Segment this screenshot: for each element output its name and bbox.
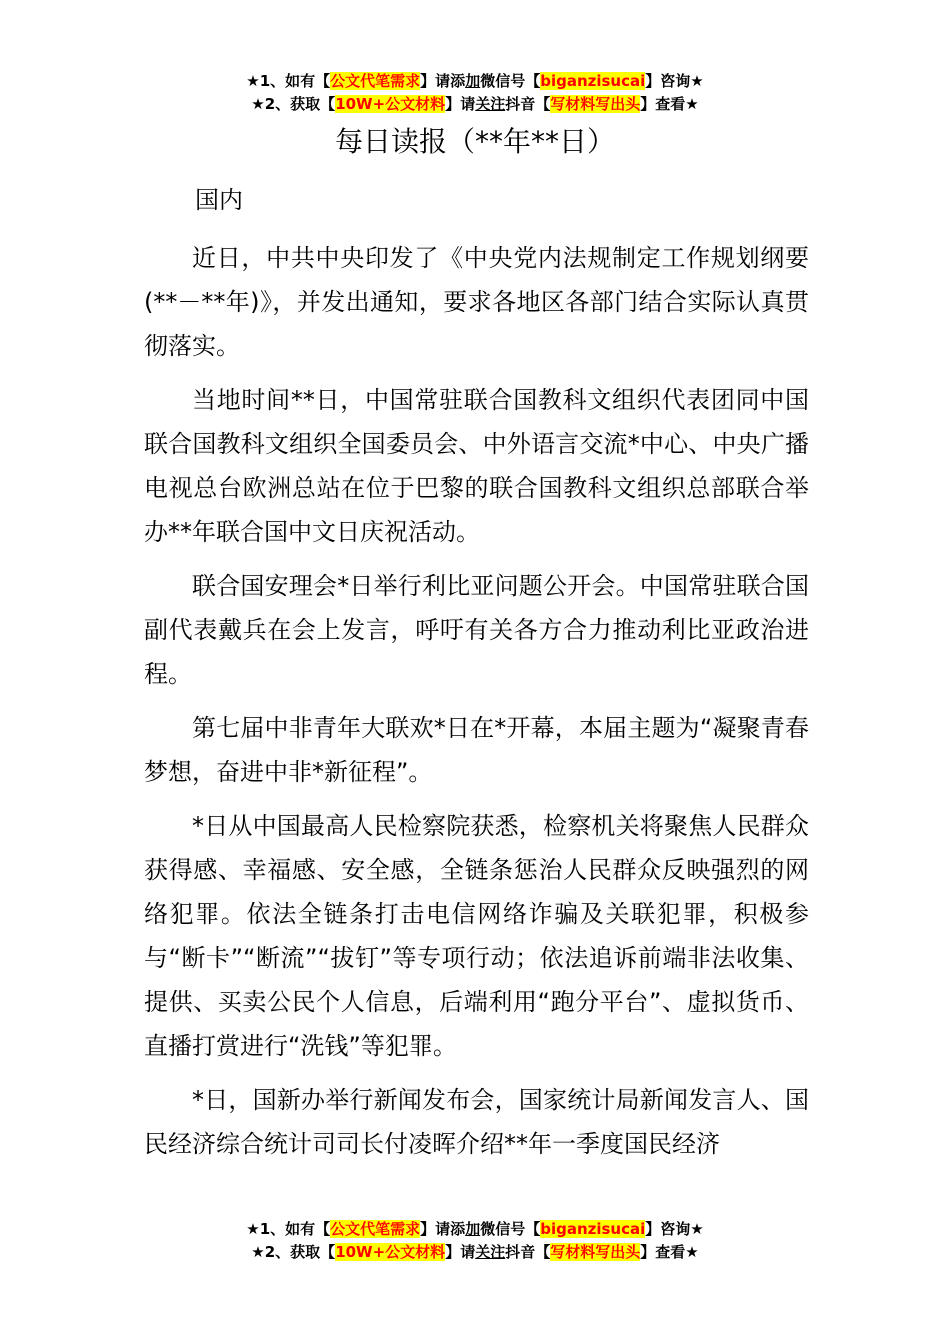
banner-text: 】请 (445, 1243, 476, 1261)
banner-underlined-text: 加 (465, 72, 481, 90)
document-body (144, 236, 809, 1176)
banner-line-1 (0, 70, 950, 93)
banner-text: ★1、如有【 (246, 1220, 331, 1238)
banner-line-2 (0, 1241, 950, 1264)
banner-text: ★2、获取【 (251, 95, 336, 113)
news-paragraph: 当地时间**日，中国常驻联合国教科文组织代表团同中国联合国教科文组织全国委员会、中外语言交流*中心、中央广播电视总台欧洲总站在位于巴黎的联合国教科文组织总部联合举办**年联合国中文日庆祝活动。 (144, 386, 809, 546)
banner-underlined-text: 关注 (475, 1243, 506, 1261)
footer-banner (0, 1218, 950, 1264)
highlight-materials: 10W+公文材料 (335, 1243, 446, 1261)
highlight-service: 公文代笔需求 (330, 1220, 421, 1238)
news-paragraph: *日从中国最高人民检察院获悉，检察机关将聚焦人民群众获得感、幸福感、安全感，全链条惩治人民群众反映强烈的网络犯罪。依法全链条打击电信网络诈骗及关联犯罪，积极参与“断卡”“断流”“拔钉”等专项行动；依法追诉前端非法收集、提供、买卖公民个人信息，后端利用“跑分平台”、虚拟货币、直播打赏进行“洗钱”等犯罪。 (144, 812, 809, 1060)
news-paragraph: *日，国新办举行新闻发布会，国家统计局新闻发言人、国民经济综合统计司司长付凌晖介绍**年一季度国民经济 (144, 1086, 809, 1158)
banner-underlined-text: 关注 (475, 95, 506, 113)
highlight-materials: 10W+公文材料 (335, 95, 446, 113)
news-paragraph: 第七届中非青年大联欢*日在*开幕，本届主题为“凝聚青春梦想，奋进中非*新征程”。 (144, 714, 809, 786)
news-paragraph: 近日，中共中央印发了《中央党内法规制定工作规划纲要(**－**年)》，并发出通知，要求各地区各部门结合实际认真贯彻落实。 (144, 244, 809, 360)
banner-text: 微信号【 (480, 72, 541, 90)
document-title: 每日读报（**年**日） (334, 125, 615, 158)
banner-text: ★1、如有【 (246, 72, 331, 90)
banner-text: ★2、获取【 (251, 1243, 336, 1261)
banner-line-1 (0, 1218, 950, 1241)
highlight-douyin-account: 写材料写出头 (550, 1243, 641, 1261)
banner-text: 抖音【 (505, 95, 551, 113)
highlight-service: 公文代笔需求 (330, 72, 421, 90)
banner-line-2 (0, 93, 950, 116)
highlight-wechat-id: biganzisucai (540, 72, 646, 90)
banner-text: 】请添 (420, 1220, 466, 1238)
banner-text: 微信号【 (480, 1220, 541, 1238)
banner-text: 】请添 (420, 72, 466, 90)
banner-text: 】查看★ (640, 1243, 699, 1261)
banner-text: 】请 (445, 95, 476, 113)
banner-text: 抖音【 (505, 1243, 551, 1261)
section-heading: 国内 (195, 186, 243, 214)
highlight-douyin-account: 写材料写出头 (550, 95, 641, 113)
banner-text: 】咨询★ (645, 1220, 704, 1238)
banner-text: 】查看★ (640, 95, 699, 113)
news-paragraph: 联合国安理会*日举行利比亚问题公开会。中国常驻联合国副代表戴兵在会上发言，呼吁有关各方合力推动利比亚政治进程。 (144, 572, 809, 688)
highlight-wechat-id: biganzisucai (540, 1220, 646, 1238)
header-banner (0, 70, 950, 116)
banner-text: 】咨询★ (645, 72, 704, 90)
banner-underlined-text: 加 (465, 1220, 481, 1238)
